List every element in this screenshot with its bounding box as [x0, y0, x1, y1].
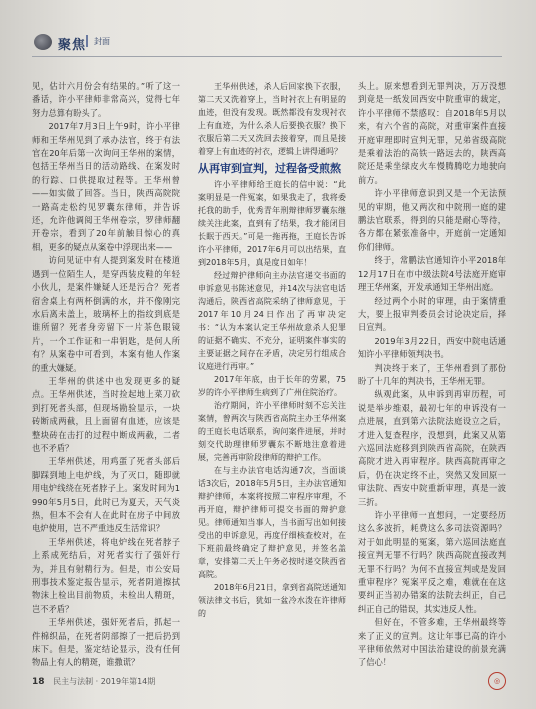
paragraph: 王华州供述，杀人后回家换下衣服，第二天又洗着穿上，当时衬衣上有明显的血迹，但没有发现。既然都没有发现衬衣上有血迹，为什么杀人后要换衣服？换下衣服后第二天又洗回去接着穿，而且是接着穿上有血迹的衬衣，逻辑上讲得通吗？: [198, 82, 346, 156]
article-column-1: [32, 80, 180, 670]
paragraph: 王华州的供述中也发现更多的疑点。王华州供述，当时捡起地上菜刀砍到打死者头部，但现场勘验显示，一块砖断成两截，且上面留有血迹，应该是整块砖在击打的过程中断成两截，二者也不矛盾？: [32, 375, 180, 453]
page-number: 18: [32, 677, 45, 687]
paragraph: 许小平律师意识到又是一个无法预见的审期，他又两次和中院刑一庭的建鹏法官联系，得到的只能是耐心等待，各方都在紧张准备中，开庭前一定通知你们律师。: [358, 188, 506, 252]
paragraph: 2017年年底，由于长年的劳累，75岁的许小平律师生病到了广州住院治疗。: [198, 375, 346, 397]
paragraph: 2017年7月3日上午9时，许小平律师和王华州见到了承办法官，终于有法官在20年后第一次询问王华州的案情，包括王华州当日的活动路线、在案发时的行踪、口供提取过程等。王华州曾——如实做了回答。当日，陕西高院院一路高走松约见罗囊东律师，并告诉还，允许他调阅王华州卷宗，罗律师翻开卷宗，看到了20年前触目惊心的真相，更多的疑点从案卷中浮现出来——: [32, 121, 180, 252]
paragraph: 经过辩护律师向主办法官递交书面的申诉意见书陈述意见，并14次与法官电话沟通后，陕西省高院采纳了律师意见，于2017年10月24日作出了再审决定书：“认为本案认定王华州故意杀人犯罪的证据不确实、不充分，证明案件事实的主要证据之间存在矛盾，决定另行组成合议庭进行再审。”: [198, 271, 346, 371]
paragraph: 但好在，不管多难，王华州最终等来了正义的宣判。这让年事已高的许小平律师依然对中国法治建设的前景充满了信心！: [358, 617, 506, 668]
section-heading: 从再审到宣判，过程备受煎熬: [198, 162, 341, 175]
paragraph: 终于，常鹏法官通知许小平2018年12月17日在市中级法院4号法庭开庭审理王华州案，开发承通知王华州出庭。: [358, 255, 506, 293]
paragraph: 许小平律师给王庭长的信中说：“此案明显是一件冤案，如果我走了，我将委托我的助手，优秀青年刑辩律师罗囊东继续关注此案，直到有了结果，我才能闭目长眠于西天。”可是一拖再拖，王庭长告诉许小平律师，2017年6月可以出结果，直到2018年5月，真是度日如年！: [198, 180, 346, 267]
section-title: 聚焦: [58, 38, 87, 53]
article-column-2: [198, 80, 346, 620]
magazine-logo-icon: [34, 34, 52, 50]
magazine-name: 民主与法制 · 2019年第14期: [53, 677, 156, 686]
end-mark-icon: ◎: [488, 672, 506, 690]
paragraph: 访问见证中有人提到案发时在楼道遇到一位陌生人，是穿西装皮鞋的年轻小伙儿，是案件嫌疑人还是污合？死者宿舍桌上有两杯倒满的水，并不像刚完水后离未盖上，玻璃杯上的指纹到底是谁所留？死者身旁留下一片茶色眼镜片，一个工作证和一串钥匙，是何人所有？从案卷中可看到，本案有他人作案的重大嫌疑。: [32, 255, 180, 373]
article-column-3: [358, 80, 506, 670]
paragraph: 经过两个小时的审理，由于案情重大，要上报审判委员会讨论决定后，择日宣判。: [358, 295, 506, 333]
paragraph: 许小平律师一直想问，一定要经历这么多波折，耗费这么多司法资源吗？对于如此明显的冤案，第六巡回法庭直接宣判无罪不行吗？陕西高院直接改判无罪不行吗？为何不直接宣判或是发回重审程序？冤案平反之难，难就在在这要纠正当初办错案的法院去纠正，自己纠正自己的错误，其实违反人性。: [358, 510, 506, 614]
section-subtitle: 封面: [94, 37, 110, 46]
paragraph: 纵观此案，从申诉到再审历程，可说是举步维艰，最初七年的申诉没有一点进展，直到第六法院法庭设立之后，才进入复查程序，没想到，此案又从第六巡回法庭移到到陕西省高院，在陕西高院才进入再审程序。陕西高院再审之后，仍在决定终不止，突然又发回原一审法院、西安中院重新审理，真是一波三折。: [358, 389, 506, 507]
paragraph: 见，估计六月份会有结果的。”听了这一番话，许小平律师非常高兴，觉得七年努力总算有盼头了。: [32, 81, 180, 118]
paragraph: 治疗期间，许小平律师时刻不忘关注案情，曾两次与陕西省高院主办王华州案的王庭长电话联系，询问案件进展，并时刻交代助理律师罗囊东不断地注意着进展，完善再审阶段律师的辩护工作。: [198, 401, 346, 462]
paragraph: 判决终于来了，王华州看到了那份盼了十几年的判决书，王华州无罪。: [358, 362, 506, 386]
paragraph: 王华州供述，强奸死者后，抓起一件棉织品，在死者阴部擦了一把后扔到床下。但是，鉴定结论显示，没有任何物品上有人的精斑，谁撒谎？: [32, 617, 180, 668]
section-divider: [86, 35, 88, 47]
paragraph: 王华州供述，用鸡蛋了死者头部后脚踩到地上电炉线，为了灭口，随即就用电炉线绕在死者脖子上。案发时间为1990年5月5日，此时已为夏天，天气炎热，但本不会有人在此时在房子中间放电炉使用，岂不严重违反生活常识？: [32, 456, 180, 534]
paragraph: 2019年3月22日，西安中院电话通知许小平律师领判决书。: [358, 335, 506, 360]
header-rule: [32, 56, 502, 57]
paragraph: 王华州供述，将电炉线在死者脖子上系成死结后，对死者实行了强奸行为，并且有射精行为。但是，市公安局刑事技术鉴定报告显示，死者阴道擦拭物沫上检出目前物质，未检出人精斑，岂不矛盾？: [32, 536, 180, 614]
paragraph: 头上。原来想看到无罪判决，万万没想到竟是一纸发回西安中院重审的裁定，许小平律师不禁感叹：自2018年5月以来，有六个省的高院，对重审案件直接开庭审理即时宣判无罪，兄弟省级高院是乘着法治的高铁一路远去的，陕西高院还是乘坐绿皮火车慢腾腾吃力地驶向前方。: [358, 81, 506, 185]
page-footer: [32, 676, 155, 687]
paragraph: 2018年6月21日，拿到省高院送通知领法律文书后，犹如一盆冷水泼在许律师的: [198, 583, 346, 618]
paragraph: 在与主办法官电话沟通7次，当面谈话3次后，2018年5月5日，主办法官通知辩护律师，本案将按照二审程序审理，不再开庭，辩护律师可提交书面的辩护意见。律师通知当事人，当书面写出如何接受出的申诉意见，再度仔细核查校对，在下班前最终确定了辩护意见，并签名盖章，安排第二天上午务必按时递交陕西省高院。: [198, 466, 346, 579]
page-header: [0, 0, 536, 70]
